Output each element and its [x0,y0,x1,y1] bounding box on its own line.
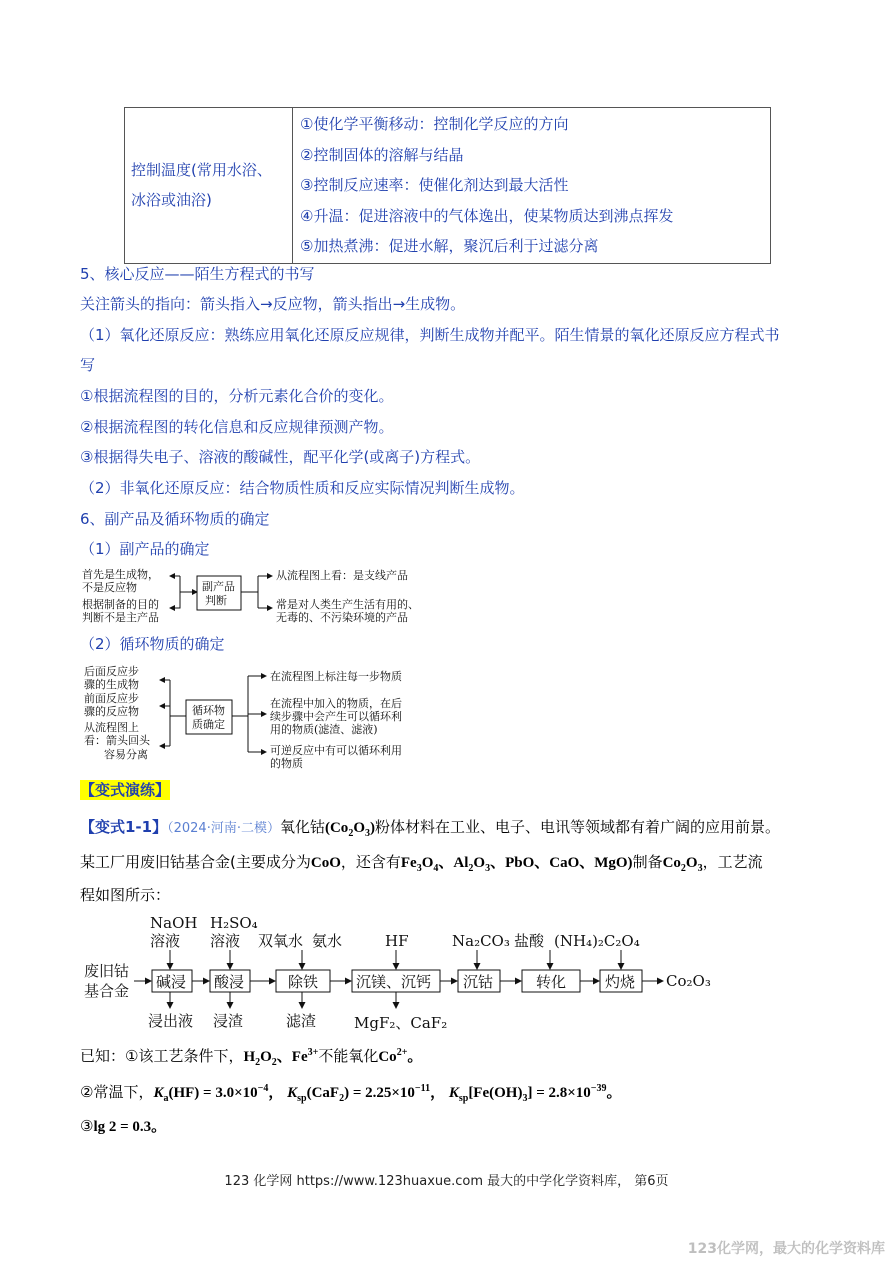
practice-badge: 【变式演练】 [80,781,171,799]
tree-right-text: 无毒的、不污染环境的产品 [276,611,408,624]
tree-center-text: 质确定 [192,718,225,731]
process-step [276,970,330,992]
svg-text:转化: 转化 [536,973,567,991]
process-step [352,970,440,992]
tree-right-text: 在流程图上标注每一步物质 [270,670,402,683]
paragraph-redox: （1）氧化还原反应：熟练应用氧化还原反应规律，判断生成物并配平。陌生情景的氧化还原反应方程式书 [80,326,780,344]
page-footer: 123 化学网 https://www.123huaxue.com 最大的中学化学资料库， 第6页 [224,1174,669,1189]
output-label: 滤渣 [286,1012,317,1030]
output-label: 浸出液 [148,1012,194,1030]
tree-center-text: 判断 [205,594,227,607]
tree-center-text: 副产品 [202,580,235,593]
reagent-label: (NH₄)₂C₂O₄ [554,932,640,950]
svg-text:除铁: 除铁 [288,973,319,991]
process-step [210,970,250,992]
known-text: ②常温下， [80,1083,154,1101]
chem-formula: $(Co_2O_3)$ [324,820,375,839]
known-line-2 [80,1082,622,1103]
svg-text:碱浸: 碱浸 [156,973,187,991]
practice-line-2 [80,852,763,873]
tree-right-text: 常是对人类生产生活有用的、 [276,598,419,611]
step-item: ②根据流程图的转化信息和反应规律预测产物。 [80,418,394,436]
table-item: ③控制反应速率：使催化剂达到最大活性 [300,176,569,194]
paragraph-redox-cont: 写 [80,356,96,374]
ksp-equation: $K_a(HF) = 3.0\times 10^{-4}$， $K_{sp}(CaF_2) = 2.25\times 10^{-11}$， $K_{sp}[Fe(OH)_3] = 2.8\times 10^{-39}$。 [153,1083,622,1104]
known-text: 已知：①该工艺条件下， [80,1047,244,1065]
known-line-3 [80,1116,166,1137]
practice-text: 某工厂用废旧钴基合金(主要成分为 [80,853,311,871]
feed-label: 基合金 [84,982,130,1000]
svg-text:沉镁、沉钙: 沉镁、沉钙 [356,973,432,991]
reagent-label: HF [385,932,409,950]
process-step [600,970,642,992]
feed-label: 废旧钴 [84,962,130,980]
tree-left-text: 后面反应步 [84,665,139,678]
known-line-1 [80,1046,422,1067]
step-item: ①根据流程图的目的，分析元素化合价的变化。 [80,387,394,405]
process-step [522,970,580,992]
reagent-label: Na₂CO₃ [452,932,510,950]
practice-label: 【变式1-1】 [80,818,168,836]
section5-title: 5、核心反应——陌生方程式的书写 [80,265,315,283]
output-label: MgF₂、CaF₂ [354,1014,448,1032]
reagent-label: 溶液 [150,932,181,950]
table-item: ②控制固体的溶解与结晶 [300,145,464,164]
chem-formula: CoO [310,855,341,871]
chem-formula: $Fe_3O_4$、$Al_2O_3$、PbO、CaO、MgO) [400,855,633,874]
tree-right-text: 在流程中加入的物质，在后 [270,697,402,710]
tree-left-text: 前面反应步 [84,692,139,705]
tree-right-text: 从流程图上看：是支线产品 [276,569,408,582]
temperature-control-table [124,107,771,264]
arrow-rule: 关注箭头的指向：箭头指入→反应物，箭头指出→生成物。 [80,295,466,313]
svg-text:酸浸: 酸浸 [214,973,245,991]
chem-formula: $Co_2O_3$ [662,855,703,874]
tree-left-text: 容易分离 [104,748,148,761]
practice-source: （2024·河南·二模） [167,821,280,836]
tree-left-text: 从流程图上 [84,721,139,734]
svg-text:沉钴: 沉钴 [463,973,494,991]
reagent-label: 氨水 [312,932,343,950]
reagent-label: 盐酸 [514,932,545,950]
subheading-cycle: （2）循环物质的确定 [80,635,225,653]
watermark: 123化学网，最大的化学资料库 [687,1241,885,1257]
tree-left-text: 判断不是主产品 [82,611,159,624]
tree-left-text: 骤的反应物 [84,705,139,718]
section6-title: 6、副产品及循环物质的确定 [80,510,270,528]
table-item: ①使化学平衡移动：控制化学反应的方向 [300,115,569,133]
tree-left-text: 骤的生成物 [84,678,139,691]
reagent-label: 溶液 [210,932,241,950]
tree-right-text: 可逆反应中有可以循环利用 [270,744,402,757]
tree-right-text: 用的物质(滤渣、滤液) [270,723,378,736]
reagent-label: H₂SO₄ [210,914,258,932]
practice-text: ，还含有 [340,853,401,871]
reagent-label: NaOH [150,914,198,932]
table-left-cell: 控制温度(常用水浴、冰浴或油浴) [125,108,293,264]
tree-right-text: 的物质 [270,757,303,770]
log-equation: lg 2 = 0.3。 [93,1119,167,1135]
cycle-diagram [80,660,440,772]
tree-left-text: 根据制备的目的 [82,598,159,611]
chem-formula: $H_2O_2$、$Fe^{3+}$ [243,1047,319,1068]
svg-text:灼烧: 灼烧 [605,973,636,991]
table-item: ④升温：促进溶液中的气体逸出，使某物质达到沸点挥发 [300,206,674,225]
subheading-byproduct: （1）副产品的确定 [80,540,210,558]
tree-left-text: 首先是生成物， [82,568,159,581]
step-item: ③根据得失电子、溶液的酸碱性，配平化学(或离子)方程式。 [80,448,481,466]
known-text: 不能氧化 [318,1047,379,1065]
reagent-label: 双氧水 [258,932,304,950]
process-flow-diagram [80,908,720,1038]
process-step [152,970,192,992]
tree-center-text: 循环物 [192,704,225,717]
known-text: ③ [80,1117,94,1135]
tree-left-text: 看：箭头回头 [84,734,150,747]
chem-formula: $Co^{2+}$。 [378,1047,423,1065]
practice-line-1 [80,817,780,839]
table-item: ⑤加热煮沸：促进水解，聚沉后利于过滤分离 [300,237,599,255]
practice-line-3: 程如图所示： [80,886,171,904]
practice-text: 制备 [632,853,663,871]
product-label: Co₂O₃ [666,972,711,990]
byproduct-diagram [80,562,440,630]
tree-left-text: 不是反应物 [82,581,137,594]
paragraph-nonredox: （2）非氧化还原反应：结合物质性质和反应实际情况判断生成物。 [80,479,525,497]
process-step [458,970,500,992]
tree-right-text: 续步骤中会产生可以循环利 [270,710,402,723]
output-label: 浸渣 [213,1012,244,1030]
practice-text: ，工艺流 [702,853,763,871]
table-right-cell [293,108,771,264]
practice-text: 粉体材料在工业、电子、电讯等领域都有着广阔的应用前景。 [374,818,780,836]
practice-text: 氧化钴 [279,818,325,836]
